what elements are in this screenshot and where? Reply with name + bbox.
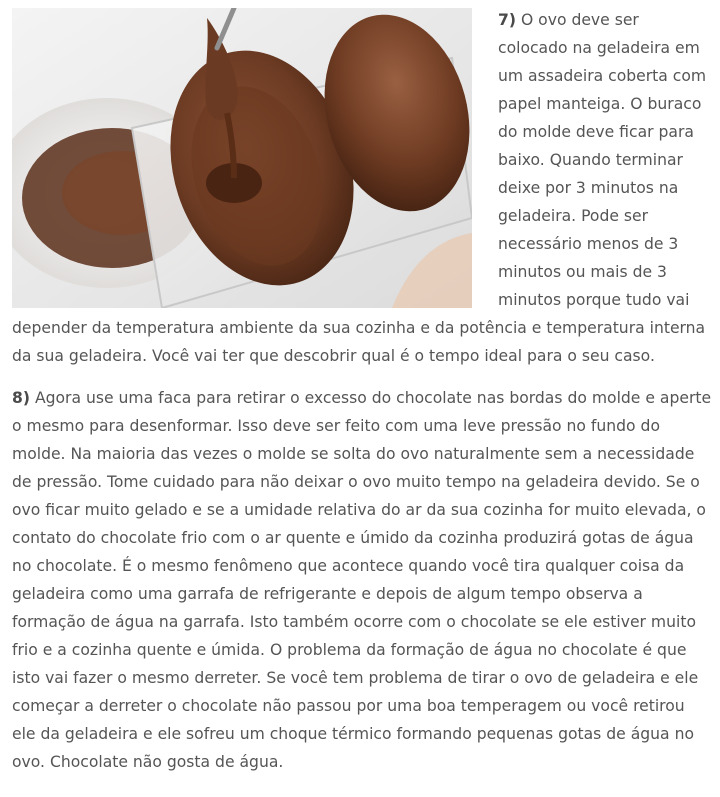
step-8-paragraph bbox=[12, 384, 712, 776]
chocolate-egg-mold-illustration bbox=[12, 8, 472, 308]
chocolate-egg-mold-photo bbox=[12, 8, 472, 308]
step-7-number: 7) bbox=[498, 11, 516, 29]
step-7-text: O ovo deve ser colocado na geladeira em um assadeira coberta com papel manteiga. O buraco do molde deve ficar para baixo. Quando terminar deixe por 3 minutos na geladeira. Pode ser necessário menos de 3 minutos ou mais de 3 minutos porque tudo vai depender da temperatura ambiente da sua cozinha e da potência e temperatura interna da sua geladeira. Você vai ter que descobrir qual é o tempo ideal para o seu caso. bbox=[12, 11, 707, 365]
step-8-text: Agora use uma faca para retirar o excesso do chocolate nas bordas do molde e aperte o mesmo para desenformar. Isso deve ser feito com uma leve pressão no fundo do molde. Na maioria das vezes o molde se solta do ovo naturalmente sem a necessidade de pressão. Tome cuidado para não deixar o ovo muito tempo na geladeira devido. Se o ovo ficar muito gelado e se a umidade relativa do ar da sua cozinha for muito elevada, o contato do chocolate frio com o ar quente e úmido da cozinha produzirá gotas de água no chocolate. É o mesmo fenômeno que acontece quando você tira qualquer coisa da geladeira como uma garrafa de refrigerante e depois de algum tempo observa a formação de água na garrafa. Isto também ocorre com o chocolate se ele estiver muito frio e a cozinha quente e úmida. O problema da formação de água no chocolate é que isto vai fazer o mesmo derreter. Se você tem problema de tirar o ovo de geladeira e ele começar a derreter o chocolate não passou por uma boa temperagem ou você retirou ele da geladeira e ele sofreu um choque térmico formando pequenas gotas de água no ovo. Chocolate não gosta de água. bbox=[12, 389, 712, 771]
step-8-number: 8) bbox=[12, 389, 30, 407]
